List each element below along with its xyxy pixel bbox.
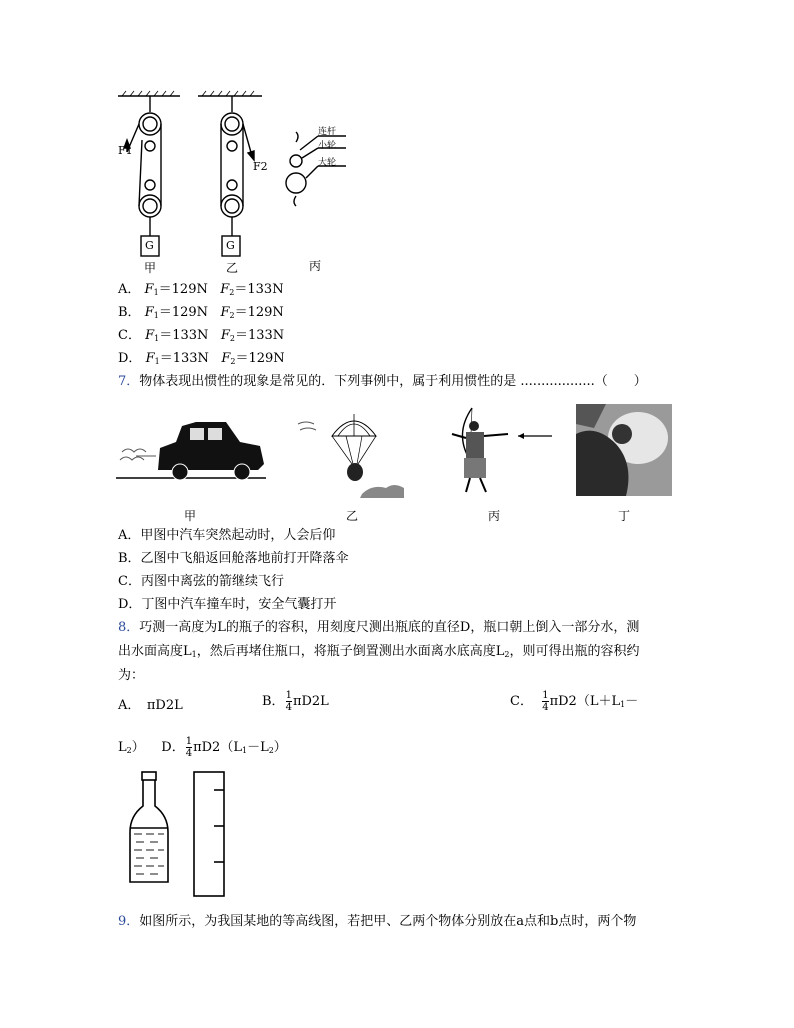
question-number: 8．: [118, 620, 140, 635]
q8-stem-line1: 8．巧测一高度为L的瓶子的容积，用刻度尺测出瓶底的直径D，瓶口朝上倒入一部分水，测: [118, 620, 640, 635]
weight-label-yi: G: [226, 239, 235, 252]
q7-option-c[interactable]: C．丙图中离弦的箭继续飞行: [118, 574, 284, 589]
q7-option-b[interactable]: B．乙图中飞船返回舱落地前打开降落伞: [118, 551, 349, 566]
question-number: 9．: [118, 914, 140, 929]
image-label-bing: 丙: [488, 509, 501, 523]
bottle-ruler-figure: [124, 770, 254, 900]
rod-label: 连杆: [318, 127, 337, 137]
figure-label-jia: 甲: [144, 261, 157, 275]
figure-label-yi: 乙: [226, 261, 239, 275]
image-label-ding: 丁: [618, 509, 631, 523]
q6-option-d[interactable]: D． $F_1=133N$ $F_2=129N$: [118, 351, 285, 366]
f1-label: F1: [118, 144, 133, 157]
q6-option-a[interactable]: A． $F_1=129N$ $F_2=133N$: [118, 282, 284, 297]
f2-label: F2: [253, 160, 268, 173]
parachute-image: [296, 408, 406, 498]
q9-stem: 9．如图所示，为我国某地的等高线图，若把甲、乙两个物体分别放在a点和b点时，两个物: [118, 914, 637, 929]
q8-stem-line3: 为：: [118, 668, 145, 683]
small-wheel-label: 小轮: [318, 141, 337, 151]
image-label-yi: 乙: [346, 509, 359, 523]
q7-stem: 7．物体表现出惯性的现象是常见的．下列事例中，属于利用惯性的是 ..................（ ）: [118, 374, 647, 389]
q7-option-a[interactable]: A．甲图中汽车突然起动时，人会后仰: [118, 528, 336, 543]
airbag-image: [576, 404, 676, 498]
car-image: [116, 412, 276, 482]
big-wheel-label: 大轮: [318, 158, 337, 168]
fraction: $\frac{1}{4}$: [542, 690, 549, 713]
q8-option-c[interactable]: C． $\frac{1}{4}$ $\pi D2(L+L_1-$: [510, 690, 639, 713]
question-number: 7．: [118, 374, 140, 389]
q6-option-c[interactable]: C． $F_1=133N$ $F_2=133N$: [118, 328, 285, 343]
q8-option-c-continued-and-d[interactable]: $L_2$） D． $\frac{1}{4}$ $\pi D2(L_1-L_2)$: [118, 736, 287, 759]
weight-label-jia: G: [145, 239, 154, 252]
figure-label-bing: 丙: [309, 259, 322, 273]
q8-option-b[interactable]: B． $\frac{1}{4}$ πD2L: [262, 690, 329, 713]
image-label-jia: 甲: [184, 509, 197, 523]
q7-option-d[interactable]: D．丁图中汽车撞车时，安全气囊打开: [118, 597, 337, 612]
pulley-diagram-drawing: [0, 0, 794, 280]
q6-option-b[interactable]: B． $F_1=129N$ $F_2=129N$: [118, 305, 284, 320]
archer-image: [444, 404, 564, 494]
fraction: $\frac{1}{4}$: [185, 736, 193, 759]
q8-option-a[interactable]: A． πD2L: [118, 698, 183, 713]
fraction: $\frac{1}{4}$: [285, 690, 292, 713]
q8-stem-line2: 出水面高度$L_1$，然后再堵住瓶口，将瓶子倒置测出水面离水底高度$L_2$，则可得出瓶的容积约: [118, 644, 640, 659]
